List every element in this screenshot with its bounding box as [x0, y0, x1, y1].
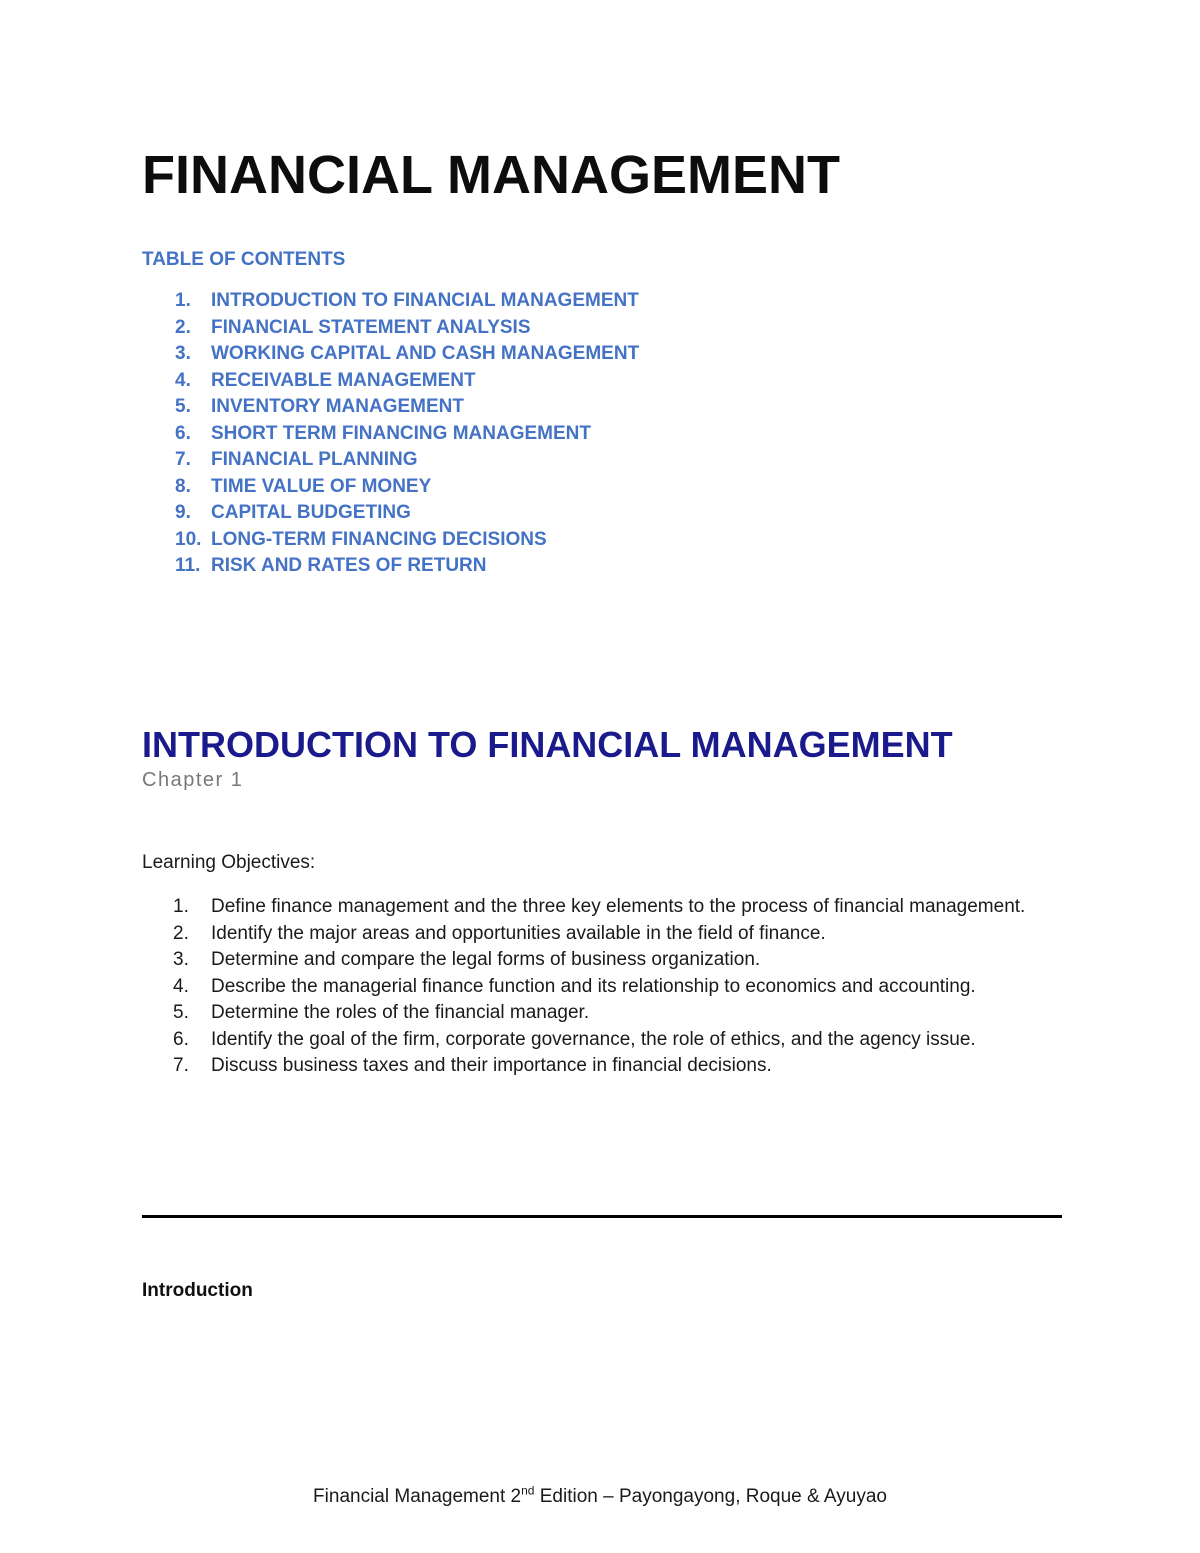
- objective-text: Describe the managerial finance function and its relationship to economics and accounting.: [211, 975, 976, 997]
- footer-prefix: Financial Management 2: [313, 1486, 522, 1507]
- toc-item-label: SHORT TERM FINANCING MANAGEMENT: [211, 422, 591, 444]
- objective-item: [142, 1000, 1060, 1027]
- toc-item-number: 7.: [175, 449, 191, 470]
- objective-item: [142, 1053, 1060, 1080]
- objective-text: Discuss business taxes and their importance in financial decisions.: [211, 1055, 772, 1076]
- objective-text: Determine and compare the legal forms of business organization.: [211, 949, 761, 970]
- toc-item-number: 11.: [175, 555, 201, 576]
- toc-item-label: FINANCIAL PLANNING: [211, 449, 418, 470]
- toc-item[interactable]: [142, 421, 842, 448]
- toc-item-number: 3.: [175, 343, 191, 364]
- toc-item-label: FINANCIAL STATEMENT ANALYSIS: [211, 316, 531, 338]
- toc-item-number: 1.: [175, 290, 191, 311]
- toc-item-label: INVENTORY MANAGEMENT: [211, 396, 465, 417]
- objective-number: 3.: [173, 949, 189, 970]
- objective-item: [142, 921, 1060, 948]
- toc-item-number: 2.: [175, 316, 191, 338]
- toc-item-label: WORKING CAPITAL AND CASH MANAGEMENT: [211, 343, 640, 364]
- toc-item[interactable]: [142, 527, 842, 554]
- objective-item: [142, 974, 1060, 1001]
- toc-item-number: 9.: [175, 502, 191, 523]
- toc-item[interactable]: [142, 288, 842, 315]
- chapter-title: INTRODUCTION TO FINANCIAL MANAGEMENT: [142, 724, 953, 765]
- objective-number: 4.: [173, 975, 189, 997]
- toc-item-number: 6.: [175, 422, 191, 444]
- chapter-subtitle: Chapter 1: [142, 769, 244, 791]
- table-of-contents: [142, 288, 842, 580]
- objective-text: Define finance management and the three key elements to the process of financial management.: [211, 896, 1026, 917]
- objective-text: Identify the goal of the firm, corporate governance, the role of ethics, and the agency issue.: [211, 1028, 976, 1050]
- toc-item-number: 4.: [175, 369, 191, 391]
- objective-number: 5.: [173, 1002, 189, 1023]
- section-divider: [142, 1215, 1062, 1218]
- toc-item-label: LONG-TERM FINANCING DECISIONS: [211, 528, 547, 550]
- toc-item[interactable]: [142, 341, 842, 368]
- objective-text: Determine the roles of the financial manager.: [211, 1002, 590, 1023]
- learning-objectives-list: [142, 894, 1060, 1080]
- toc-item[interactable]: [142, 553, 842, 580]
- toc-item-label: RISK AND RATES OF RETURN: [211, 555, 487, 576]
- footer-suffix: Edition – Payongayong, Roque & Ayuyao: [534, 1486, 887, 1507]
- toc-item-number: 5.: [175, 396, 191, 417]
- toc-item-number: 10.: [175, 528, 202, 550]
- toc-item-label: RECEIVABLE MANAGEMENT: [211, 369, 476, 391]
- objective-number: 6.: [173, 1028, 189, 1050]
- objective-number: 2.: [173, 922, 189, 944]
- toc-item[interactable]: [142, 500, 842, 527]
- toc-item[interactable]: [142, 368, 842, 395]
- objective-text: Identify the major areas and opportunities available in the field of finance.: [211, 922, 826, 944]
- page-footer: [0, 1484, 1200, 1510]
- toc-heading: TABLE OF CONTENTS: [142, 249, 346, 270]
- toc-item-label: INTRODUCTION TO FINANCIAL MANAGEMENT: [211, 290, 639, 311]
- toc-item[interactable]: [142, 474, 842, 501]
- objective-item: [142, 947, 1060, 974]
- toc-item-number: 8.: [175, 475, 191, 497]
- objective-item: [142, 1027, 1060, 1054]
- toc-item[interactable]: [142, 447, 842, 474]
- objective-number: 7.: [173, 1055, 189, 1076]
- footer-superscript: nd: [521, 1483, 535, 1498]
- document-title: FINANCIAL MANAGEMENT: [142, 145, 840, 205]
- section-heading: Introduction: [142, 1280, 253, 1301]
- objective-item: [142, 894, 1060, 921]
- toc-item-label: TIME VALUE OF MONEY: [211, 475, 432, 497]
- learning-objectives-heading: Learning Objectives:: [142, 852, 316, 873]
- toc-item-label: CAPITAL BUDGETING: [211, 502, 411, 523]
- toc-item[interactable]: [142, 394, 842, 421]
- objective-number: 1.: [173, 896, 189, 917]
- toc-item[interactable]: [142, 315, 842, 342]
